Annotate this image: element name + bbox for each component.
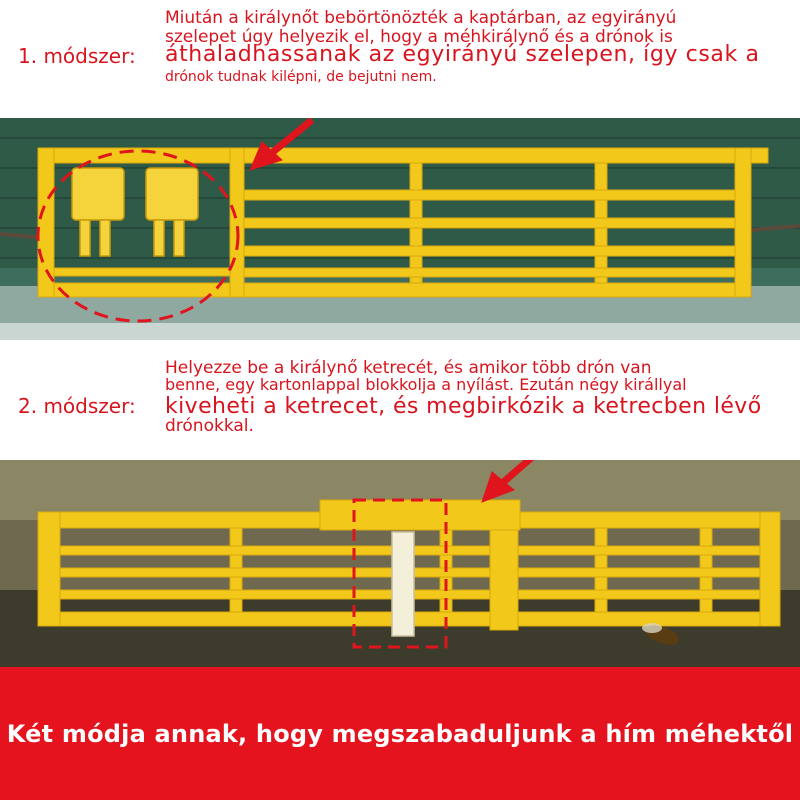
caption-banner <box>0 667 800 800</box>
grille-illustration-2 <box>0 460 800 667</box>
method1-line-3: áthaladhassanak az egyirányú szelepen, így csak a <box>165 42 760 67</box>
method2-line-4: drónokkal. <box>165 416 254 436</box>
grille-illustration-1 <box>0 118 800 340</box>
method2-label: 2. módszer: <box>18 394 136 418</box>
caption-text: Két módja annak, hogy megszabaduljunk a hím méhektől <box>6 719 794 748</box>
method1-line-4: drónok tudnak kilépni, de bejutni nem. <box>165 69 437 85</box>
method1-label: 1. módszer: <box>18 44 136 68</box>
photo-one-way-valve-grille <box>0 118 800 340</box>
method1-line-1: Miután a királynőt bebörtönözték a kaptárban, az egyirányú <box>165 8 677 28</box>
method1-line-2: szelepet úgy helyezik el, hogy a méhkirálynő és a drónok is <box>165 27 673 47</box>
photo-queen-cage-grille <box>0 460 800 667</box>
method1-text-block <box>0 0 800 118</box>
method2-text-block <box>0 340 800 460</box>
method2-line-1: Helyezze be a királynő ketrecét, és amikor több drón van <box>165 358 652 378</box>
method2-line-2: benne, egy kartonlappal blokkolja a nyílást. Ezután négy királlyal <box>165 375 687 394</box>
method2-line-3: kiveheti a ketrecet, és megbirkózik a ketrecben lévő <box>165 394 762 419</box>
